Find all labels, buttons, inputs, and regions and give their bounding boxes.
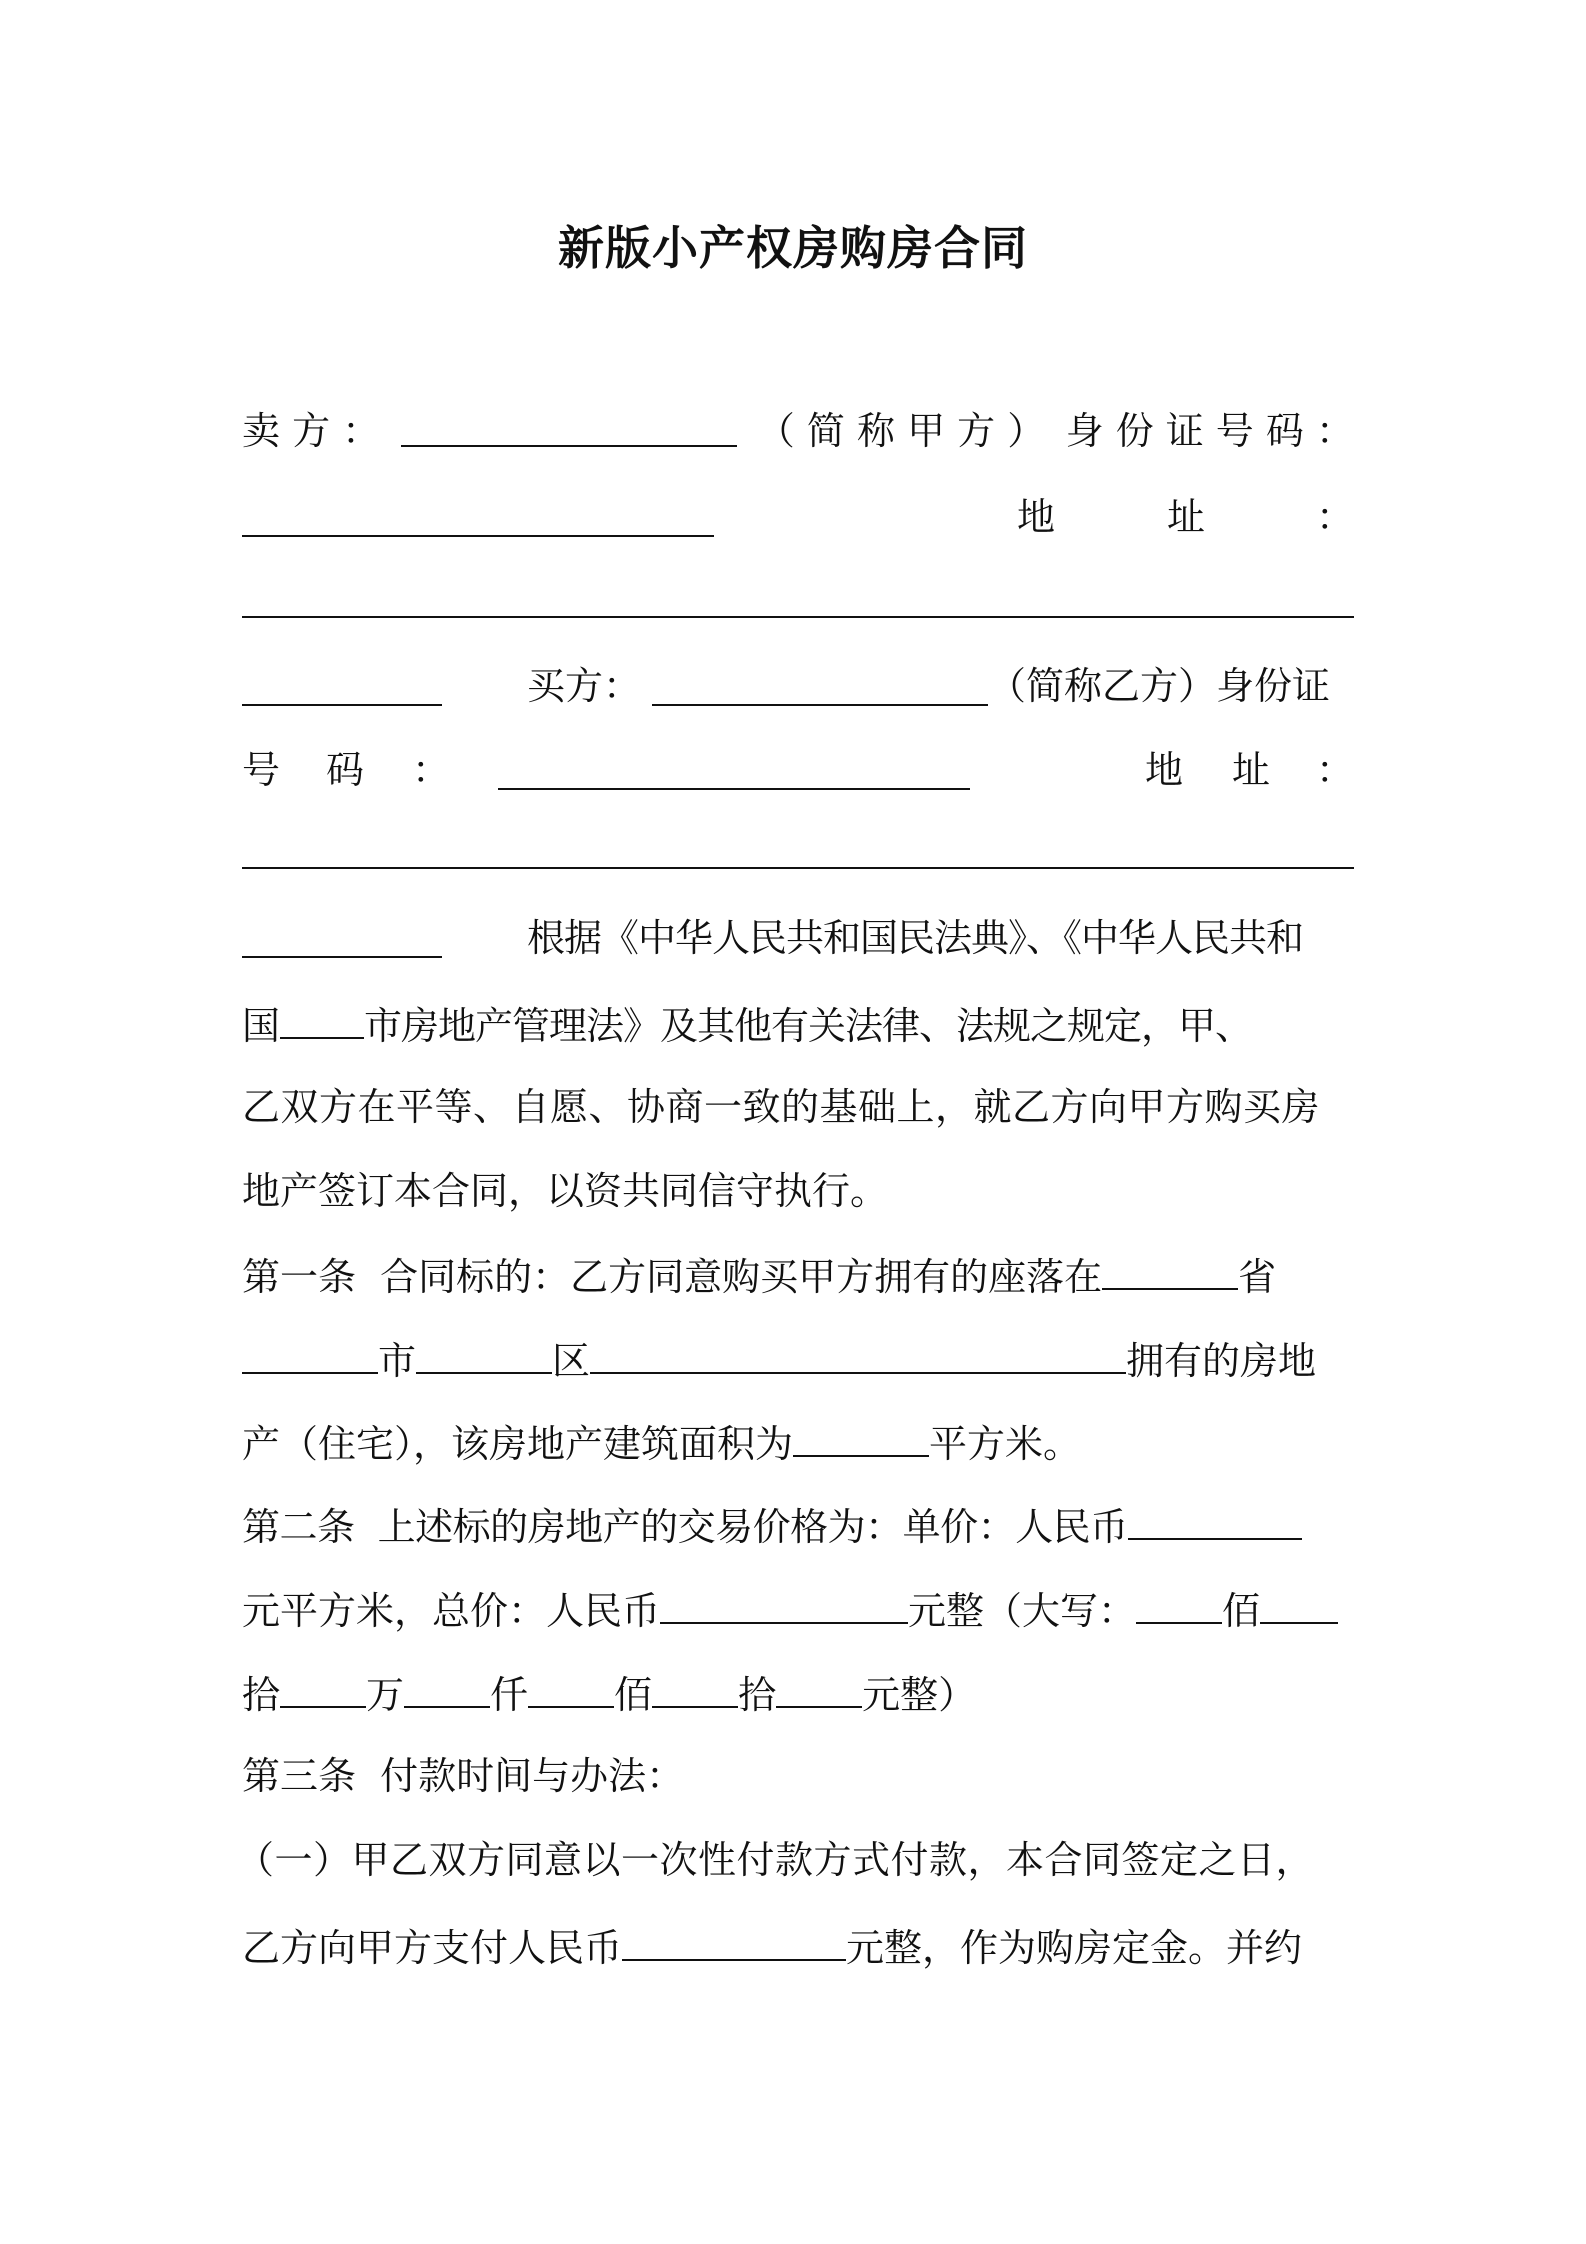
article2-line-3 bbox=[242, 1662, 1354, 1722]
qian-label: 仟 bbox=[490, 1673, 529, 1717]
bai-blank-1 bbox=[1136, 1578, 1222, 1624]
buyer-address-blank bbox=[242, 823, 1354, 869]
seller-line bbox=[242, 401, 1354, 461]
buyer-abbr: （简称乙方）身份证 bbox=[988, 664, 1331, 708]
buyer-name-blank bbox=[652, 660, 988, 706]
city-label: 市 bbox=[378, 1339, 417, 1383]
wan-blank bbox=[280, 1662, 366, 1708]
article1-text-3: 产（住宅），该房地产建筑面积为 bbox=[242, 1422, 794, 1466]
area-unit: 平方米。 bbox=[929, 1422, 1082, 1466]
article3-text-3: 乙方向甲方支付人民币 bbox=[242, 1926, 623, 1970]
article1-text-2: 拥有的房地 bbox=[1126, 1339, 1317, 1383]
preamble-line-1 bbox=[242, 908, 1354, 968]
shi-label-1: 拾 bbox=[242, 1673, 281, 1717]
article3-text-4: 元整，作为购房定金。并约 bbox=[846, 1926, 1303, 1970]
city-name-blank bbox=[242, 1328, 378, 1374]
qian-blank bbox=[404, 1662, 490, 1708]
seller-id-blank bbox=[242, 491, 714, 537]
buyer-id-char2: 码 bbox=[326, 748, 365, 792]
wan-label: 万 bbox=[366, 1673, 405, 1717]
location-blank bbox=[590, 1328, 1126, 1374]
buyer-address-label-2: 址 bbox=[1232, 748, 1271, 792]
deposit-blank bbox=[622, 1915, 846, 1961]
preamble-text-1: 根据《中华人民共和国民法典》、《中华人民共和 bbox=[527, 916, 1304, 960]
document-title: 新版小产权房购房合同 bbox=[558, 221, 1028, 275]
buyer-address-blank-line bbox=[242, 823, 1354, 883]
article3-text-1: 第三条 付款时间与办法： bbox=[242, 1754, 685, 1798]
unit-price-blank bbox=[1128, 1494, 1302, 1540]
buyer-id-colon: ： bbox=[412, 748, 451, 792]
address-colon: ： bbox=[1316, 495, 1355, 539]
preamble-line-4 bbox=[242, 1161, 1354, 1221]
article1-line-1 bbox=[242, 1244, 1354, 1304]
address-label-2: 址 bbox=[1167, 495, 1206, 539]
buyer-address-blank-end bbox=[242, 912, 442, 958]
article2-line-2 bbox=[242, 1578, 1354, 1638]
district-label: 区 bbox=[552, 1339, 591, 1383]
address-label-1: 地 bbox=[1017, 495, 1056, 539]
seller-id-label: 身 份 证 号 码 ： bbox=[1065, 409, 1354, 453]
buyer-label: 买方： bbox=[527, 664, 642, 708]
buyer-id-char1: 号 bbox=[242, 748, 281, 792]
article2-text-3: 元整（大写： bbox=[908, 1589, 1137, 1633]
article1-line-2 bbox=[242, 1328, 1354, 1388]
total-price-blank bbox=[660, 1578, 908, 1624]
seller-address-line bbox=[242, 487, 1354, 547]
bai-label-2: 佰 bbox=[614, 1673, 653, 1717]
yuan-blank bbox=[776, 1662, 862, 1708]
article3-text-2: （一）甲乙双方同意以一次性付款方式付款，本合同签定之日， bbox=[236, 1838, 1315, 1882]
bai-blank-2 bbox=[528, 1662, 614, 1708]
buyer-id-line bbox=[242, 740, 1354, 800]
preamble-text-2: 市房地产管理法》及其他有关法律、法规之规定，甲、 bbox=[364, 1004, 1253, 1048]
preamble-line-2 bbox=[242, 993, 1354, 1053]
bai-label-1: 佰 bbox=[1222, 1589, 1261, 1633]
article1-text-1: 第一条 合同标的：乙方同意购买甲方拥有的座落在 bbox=[242, 1255, 1103, 1299]
buyer-address-label-1: 地 bbox=[1145, 748, 1184, 792]
shi-label-2: 拾 bbox=[738, 1673, 777, 1717]
article3-line-2 bbox=[236, 1830, 1348, 1890]
article1-line-3 bbox=[242, 1411, 1354, 1471]
district-blank bbox=[416, 1328, 552, 1374]
city-blank bbox=[280, 993, 364, 1039]
seller-name-blank bbox=[401, 401, 737, 447]
preamble-guo: 国 bbox=[242, 1004, 281, 1048]
article2-line-1 bbox=[242, 1494, 1354, 1554]
seller-abbr: （ 简 称 甲 方 ） bbox=[756, 409, 1046, 453]
seller-label: 卖 方 ： bbox=[242, 409, 381, 453]
article2-text-2: 元平方米，总价：人民币 bbox=[242, 1589, 661, 1633]
province-blank bbox=[1102, 1244, 1238, 1290]
article3-line-3 bbox=[242, 1915, 1354, 1975]
article3-heading bbox=[242, 1746, 1354, 1806]
preamble-text-4: 地产签订本合同，以资共同信守执行。 bbox=[242, 1169, 889, 1213]
preamble-line-3 bbox=[242, 1077, 1354, 1137]
shi-blank-2 bbox=[652, 1662, 738, 1708]
province-label: 省 bbox=[1238, 1255, 1277, 1299]
seller-address-blank-end bbox=[242, 660, 442, 706]
seller-address-blank-line bbox=[242, 572, 1354, 632]
article2-text-1: 第二条 上述标的房地产的交易价格为：单价：人民币 bbox=[242, 1505, 1128, 1549]
buyer-id-blank bbox=[498, 744, 970, 790]
buyer-line bbox=[242, 656, 1354, 716]
seller-address-blank bbox=[242, 572, 1354, 618]
preamble-text-3: 乙双方在平等、自愿、协商一致的基础上，就乙方向甲方购买房 bbox=[242, 1085, 1321, 1129]
yuan-label: 元整） bbox=[862, 1673, 977, 1717]
buyer-address-colon: ： bbox=[1316, 748, 1355, 792]
shi-blank-1 bbox=[1260, 1578, 1338, 1624]
area-blank bbox=[793, 1411, 929, 1457]
